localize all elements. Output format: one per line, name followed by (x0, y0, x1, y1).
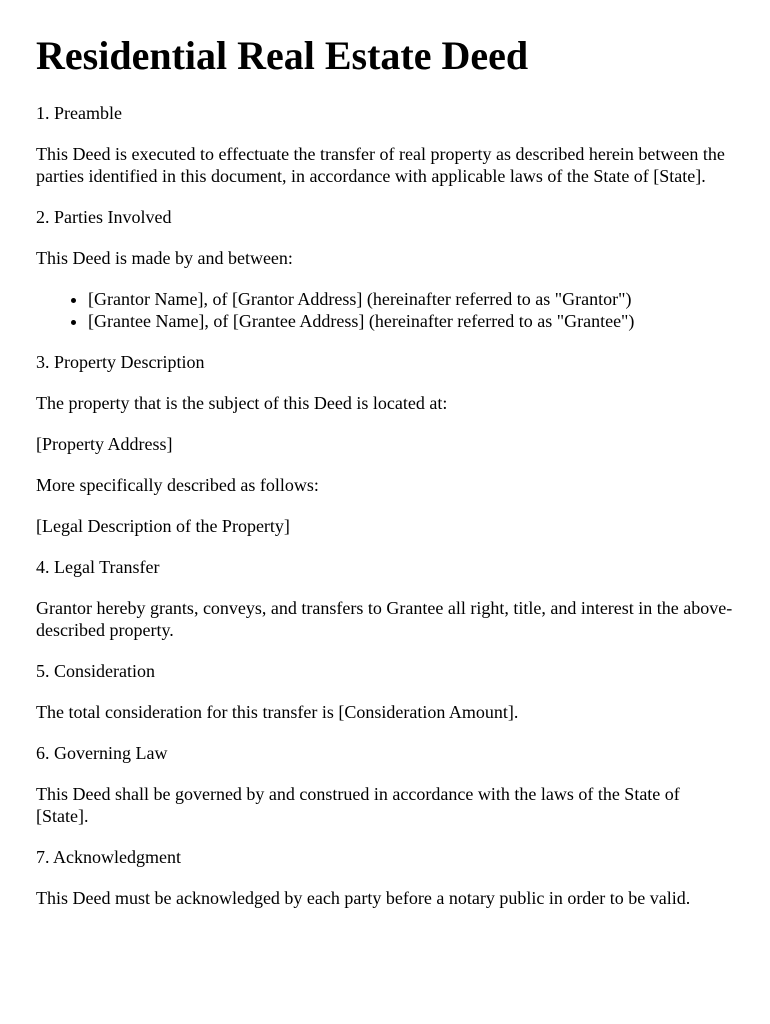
section-paragraph: This Deed is executed to effectuate the transfer of real property as described herein between the parties identified in this document, in accordance with applicable laws of the State of [State]. (36, 144, 725, 186)
section-legal-transfer (36, 556, 734, 641)
property-address-placeholder: [Property Address] (36, 434, 173, 454)
section-paragraph: The total consideration for this transfer is [Consideration Amount]. (36, 702, 519, 722)
section-parties-involved (36, 206, 734, 332)
section-paragraph: More specifically described as follows: (36, 475, 319, 495)
section-paragraph: This Deed must be acknowledged by each party before a notary public in order to be valid. (36, 888, 691, 908)
section-heading: 4. Legal Transfer (36, 557, 160, 577)
document-title: Residential Real Estate Deed (36, 33, 529, 78)
section-heading: 6. Governing Law (36, 743, 168, 763)
parties-list (36, 288, 734, 332)
section-governing-law (36, 742, 734, 827)
section-paragraph: This Deed shall be governed by and construed in accordance with the laws of the State of [State]. (36, 784, 680, 826)
section-property-description (36, 351, 734, 537)
section-heading: 5. Consideration (36, 661, 155, 681)
party-grantor-item: • [Grantor Name], of [Grantor Address] (hereinafter referred to as "Grantor") (88, 288, 734, 310)
legal-description-placeholder: [Legal Description of the Property] (36, 516, 290, 536)
section-paragraph: Grantor hereby grants, conveys, and transfers to Grantee all right, title, and interest in the above-described property. (36, 598, 733, 640)
section-paragraph: This Deed is made by and between: (36, 248, 293, 268)
section-heading: 7. Acknowledgment (36, 847, 181, 867)
section-preamble (36, 102, 734, 187)
party-grantee-item: • [Grantee Name], of [Grantee Address] (hereinafter referred to as "Grantee") (88, 310, 734, 332)
section-heading: 3. Property Description (36, 352, 205, 372)
section-heading: 2. Parties Involved (36, 207, 172, 227)
section-heading: 1. Preamble (36, 103, 122, 123)
section-acknowledgment (36, 846, 734, 909)
section-paragraph: The property that is the subject of this Deed is located at: (36, 393, 448, 413)
section-consideration (36, 660, 734, 723)
